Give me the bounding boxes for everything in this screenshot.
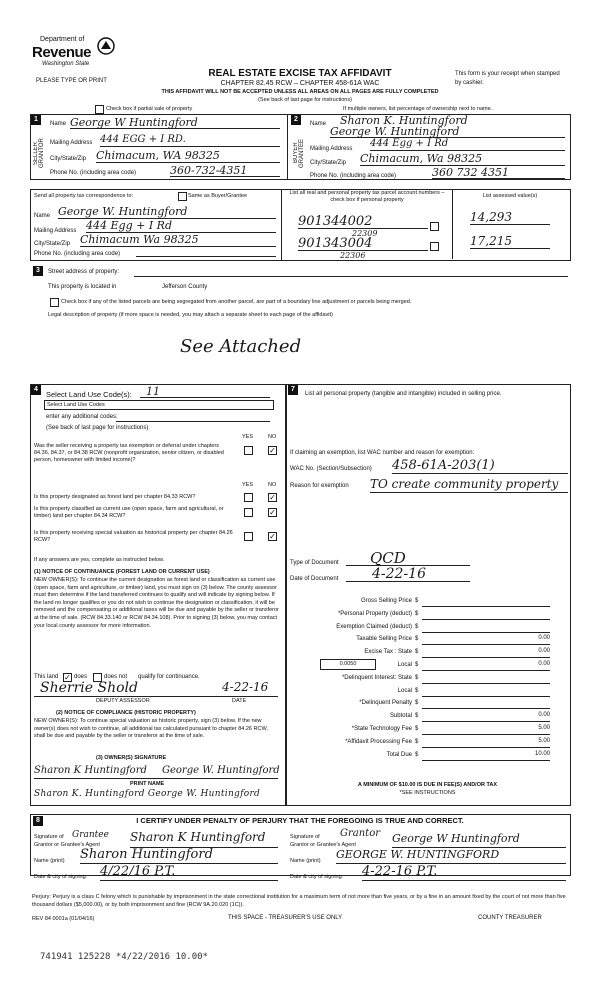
tax-line-value[interactable] [422,699,550,709]
see-instructions: *SEE INSTRUCTIONS [399,790,456,796]
deputy-assessor-label: DEPUTY ASSESSOR [96,698,150,704]
tax-line-dollar: $ [415,649,419,655]
corr-mailing-field[interactable]: 444 Egg + I Rd [86,219,276,233]
tax-line-dollar: $ [415,611,419,617]
personal-property-checkbox-2[interactable] [430,242,439,251]
partial-sale-label: Check box if partial sale of property [106,106,193,112]
sig-who-left: Grantee [72,830,109,840]
tax-line-value[interactable] [422,623,550,633]
tax-line-dollar: $ [415,636,419,642]
same-as-buyer-label: Same as Buyer/Grantee [188,193,248,199]
property-badge: 3 [33,266,43,276]
name-print-right[interactable]: GEORGE W. HUNTINGFORD [336,848,566,864]
date-city-label-right: Date & city of signing: [290,874,344,880]
tax-line-label: Taxable Selling Price [356,636,412,642]
exemption-yes-checkbox[interactable] [244,446,253,455]
tax-line-label: *Affidavit Processing Fee [345,739,412,745]
landuse-see-back: (See back of last page for instructions) [46,425,149,431]
current-use-yes-checkbox[interactable] [244,508,253,517]
name-print-left[interactable]: Sharon Huntingford [80,847,278,864]
parcel-number-1[interactable]: 901344002 [298,214,373,229]
tax-line-value[interactable]: 0.00 [422,635,550,645]
owner-signature-1[interactable]: Sharon K Huntingford [34,765,147,776]
local-rate-box[interactable]: 0.0050 [320,659,376,670]
buyer-city-label: City/State/Zip [310,160,347,166]
tax-line-value[interactable]: 0.00 [422,712,550,722]
legal-label: Legal description of property (if more space is needed, you may attach a separate sheet to each page of the affidavit) [48,312,333,318]
partial-sale-checkbox[interactable] [95,105,104,114]
tax-line-dollar: $ [415,700,419,706]
form-warning: THIS AFFIDAVIT WILL NOT BE ACCEPTED UNLESS ALL AREAS ON ALL PAGES ARE FULLY COMPLETED [161,89,439,95]
dept-name: Revenue [32,44,92,61]
tax-line-label: Local [397,662,412,668]
county-value[interactable]: Jefferson County [162,284,208,290]
seller-city-label: City/State/Zip [50,156,87,162]
wac-field[interactable]: 458-61A-203(1) [392,458,568,474]
segregated-label: Check box if any of the listed parcels are being segregated from another parcel, are part of a boundary line adjustment or parcels being merged. [61,299,412,305]
street-field[interactable] [134,276,568,277]
assessed-header: List assessed value(s) [482,193,538,199]
buyer-name2-field[interactable]: George W. Huntingford [330,125,565,138]
exemption-label: If claiming an exemption, list WAC number and reason for exemption: [290,450,475,456]
corr-mailing-label: Mailing Address [34,228,77,234]
corr-city-field[interactable]: Chimacum Wa 98325 [80,233,276,247]
tax-line-value[interactable]: 10.00 [422,751,550,761]
tax-line-dollar: $ [415,726,419,732]
parcel-header: List all real and personal property tax parcel account numbers – check box if personal property [289,190,445,203]
same-as-buyer-checkbox[interactable] [178,192,187,201]
date-city-left[interactable]: 4/22/16 P.T. [100,864,278,881]
seller-phone-field[interactable]: 360-732-4351 [170,164,280,177]
tax-line-dollar: $ [415,713,419,719]
tax-line-label: Exemption Claimed (deduct) [336,624,412,630]
corr-name-label: Name [34,213,51,219]
forest-question: Is this property designated as forest land per chapter 84.33 RCW? [34,494,196,500]
corr-phone-field[interactable] [136,248,276,257]
tax-line-label: Total Due [386,752,412,758]
buyer-side-label: BUYER GRANTEE [293,138,305,168]
date-city-label-left: Date & city of signing: [34,874,88,880]
parcel-number-2[interactable]: 901343004 [298,236,373,251]
yes-header-1: YES [242,434,254,440]
personal-property-checkbox-1[interactable] [430,222,439,231]
seller-mailing-label: Mailing Address [50,140,93,146]
owner-signature-2[interactable]: George W. Huntingford [162,765,280,776]
buyer-name-label: Name [310,121,327,127]
tax-line-dollar: $ [415,675,419,681]
notice2-text: NEW OWNER(S): To continue special valuation as historic property, sign (3) below. If the new owner(s) does not wish to continue, all additional tax calculated pursuant to chapter 84.26 RCW, shall be due and payable by the seller or transferor at the time of sale. [34,718,268,740]
parcel-sub-2: 22306 [340,251,366,260]
tax-line-label: Subtotal [389,713,412,719]
perjury-notice: Perjury: Perjury is a class C felony which is punishable by imprisonment in the state correctional institution for a maximum term of not more than five years, or by a fine in an amount fixed by the court of not more than five thousand dollars ($5,000.00), or by both imprisonment and fine (RCW 9A.20.020 (1C)). [32,894,566,908]
signature-left[interactable]: Sharon K Huntingford [130,830,278,848]
agent-label-right: Grantor or Grantee's Agent [290,842,356,848]
seller-badge: 1 [31,115,41,125]
signature-right[interactable]: George W Huntingford [392,832,566,848]
date-city-right[interactable]: 4-22-16 P.T. [362,864,566,881]
sig-label-left: Signature of [34,834,64,840]
tax-line-value[interactable]: 5.00 [422,738,550,748]
owner-sig-title: (3) OWNER(S) SIGNATURE [96,755,167,761]
personal-property-badge: 7 [288,385,298,395]
personal-property-label: List all personal property (tangible and intangible) included in selling price. [305,391,502,397]
tax-line-dollar: $ [415,739,419,745]
seller-city-field[interactable]: Chimacum, WA 98325 [96,149,280,163]
tax-line-label: *State Technology Fee [351,726,412,732]
treasurer-only-label: THIS SPACE - TREASURER'S USE ONLY [228,915,343,921]
buyer-mailing-field[interactable]: 444 Egg + I Rd [370,138,565,151]
tax-line-dollar: $ [415,598,419,604]
notice1-text: NEW OWNER(S): To continue the current designation as forest land or classification as current use (open space, farm and agriculture, or timber) land, you must sign on (3) below. The county assessor must then determine if the land transferred continues to qualify and will indicate by signing below. If the land no longer qualifies or you do not wish to continue the designation or classification, it will be removed and the compensating or additional taxes will be due and payable by the seller or transferor at the time of sale. (RCW 84.33.140 or RCW 84.34.108). Prior to signing (3) below, you may contact your local county assessor for more information. [34,577,279,629]
landuse-code-line [140,397,270,398]
tax-line-dollar: $ [415,624,419,630]
receipt-note: This form is your receipt when stamped by cashier. [455,71,560,86]
assessor-date-label: DATE [232,698,247,704]
seal-icon [96,36,116,56]
buyer-mailing-label: Mailing Address [310,146,353,152]
seller-side-label: SELLER GRANTOR [33,138,45,168]
type-print-note: PLEASE TYPE OR PRINT [36,78,107,84]
additional-codes-field[interactable] [116,421,270,422]
form-title: REAL ESTATE EXCISE TAX AFFIDAVIT [208,68,392,79]
buyer-phone-field[interactable]: 360 732 4351 [432,166,565,179]
assessor-line [34,696,278,697]
multiple-owners-note: If multiple owners, list percentage of ownership next to name. [343,106,493,112]
legal-description[interactable]: See Attached [180,336,302,357]
wac-label: WAC No. (Section/Subsection) [290,466,372,472]
no-header-1: NO [268,434,277,440]
tax-line-dollar: $ [415,662,419,668]
tax-line-label: *Delinquent Penalty [359,700,412,706]
tax-line-label: Gross Selling Price [360,598,412,604]
revision-number: REV 84 0001a (01/04/16) [32,916,95,922]
dor-logo [30,36,120,72]
assessor-date[interactable]: 4-22-16 [222,680,269,694]
tax-line-value[interactable] [422,687,550,697]
landuse-badge: 4 [31,385,41,395]
historic-yes-checkbox[interactable] [244,532,253,541]
notice1-title: (1) NOTICE OF CONTINUANCE (FOREST LAND OR CURRENT USE) [34,569,210,575]
does-not-label: does not [104,674,128,680]
dept-prefix: Department of [40,36,85,43]
tax-line-label: *Delinquent Interest: State [341,675,412,681]
parcel-sub-1: 22309 [352,229,378,238]
buyer-city-field[interactable]: Chimacum, Wa 98325 [360,152,565,166]
certify-text: I CERTIFY UNDER PENALTY OF PERJURY THAT THE FOREGOING IS TRUE AND CORRECT. [136,816,464,825]
form-chapters: CHAPTER 82.45 RCW – CHAPTER 458-61A WAC [220,80,380,87]
historic-no-checkbox[interactable]: ✓ [269,532,276,541]
correspondence-label: Send all property tax correspondence to: [34,193,134,199]
seller-name-label: Name [50,121,67,127]
no-header-2: NO [268,482,277,488]
forest-yes-checkbox[interactable] [244,493,253,502]
segregated-checkbox[interactable] [50,298,59,307]
name-print-label-right: Name (print) [290,858,321,864]
tax-line-value[interactable]: 0.00 [422,648,550,658]
exemption-question: Was the seller receiving a property tax exemption or deferral under chapters 84.36, 84.37, or 84.38 RCW (nonprofit organization, senior citizen, or disabled person, homeowner with limited income)? [34,443,224,463]
minimum-note: A MINIMUM OF $10.00 IS DUE IN FEE(S) AND/OR TAX [357,782,498,788]
corr-city-label: City/State/Zip [34,241,71,247]
assessed-divider [452,189,453,259]
agent-label-left: Grantor or Grantee's Agent [34,842,100,848]
buyer-phone-label: Phone No. (including area code) [310,173,397,179]
qualify-label: qualify for continuance. [138,674,200,680]
print-name-value[interactable]: Sharon K. Huntingford George W. Huntingford [34,789,261,799]
tax-line-value[interactable]: 0.00 [422,661,550,671]
current-use-no-checkbox[interactable]: ✓ [269,508,276,517]
doc-type-field[interactable]: QCD [346,549,470,566]
buyer-name-field[interactable]: Sharon K. Huntingford [340,114,468,127]
additional-codes-label: enter any additional codes: [46,414,118,420]
tax-line-dollar: $ [415,688,419,694]
seller-name-field[interactable]: George W Huntingford [70,116,280,129]
current-use-question: Is this property classified as current use (open space, farm and agricultural, or timber) land per chapter 84.34 RCW? [34,506,224,519]
if-yes-note: If any answers are yes, complete as instructed below. [34,557,165,563]
corr-name-field[interactable]: George W. Huntingford [58,205,276,219]
does-checkbox[interactable]: ✓ [64,673,71,682]
located-label: This property is located in [48,284,117,290]
sig-label-right: Signature of [290,834,320,840]
tax-line-value[interactable] [422,610,550,620]
landuse-dropdown[interactable]: Select Land Use Codes [44,400,274,410]
name-print-label-left: Name (print) [34,858,65,864]
corr-phone-label: Phone No. (including area code) [34,251,121,257]
doc-date-label: Date of Document [290,576,339,582]
county-treasurer-label: COUNTY TREASURER [478,915,542,921]
doc-date-field[interactable]: 4-22-16 [346,566,470,582]
cashier-stamp: 741941 125228 *4/22/2016 10.00* [40,952,208,962]
seller-mailing-field[interactable]: 444 EGG + I RD. [100,134,280,147]
exemption-no-checkbox[interactable]: ✓ [269,446,276,455]
owner-sig-line [34,778,278,779]
seller-phone-label: Phone No. (including area code) [50,170,137,176]
forest-no-checkbox[interactable]: ✓ [269,493,276,502]
assessor-signature[interactable]: Sherrie Shold [40,680,138,696]
buyer-badge: 2 [291,115,301,125]
landuse-code-value[interactable]: 11 [146,385,160,398]
select-landuse-label: Select Land Use Code(s): [46,390,132,399]
assessed-value-2[interactable]: 17,215 [470,234,550,249]
see-back-note: (See back of last page for instructions) [258,97,352,103]
exemption-reason-field[interactable]: TO create community property [370,476,568,493]
tax-line-dollar: $ [415,752,419,758]
tax-line-value[interactable] [422,597,550,607]
historic-question: Is this property receiving special valuation as historical property per chapter 84.26 RCW? [34,530,233,543]
dept-state: Washington State [42,61,90,67]
doc-type-label: Type of Document [290,560,339,566]
certify-badge: 8 [33,816,43,826]
tax-line-label: Local [397,688,412,694]
tax-line-label: Excise Tax : State [364,649,412,655]
does-label: does [74,674,88,680]
notice2-title: (2) NOTICE OF COMPLIANCE (HISTORIC PROPERTY) [56,710,196,716]
street-label: Street address of property: [48,269,120,275]
tax-line-value[interactable]: 5.00 [422,725,550,735]
assessed-value-1[interactable]: 14,293 [470,210,550,225]
tax-line-label: *Personal Property (deduct) [337,611,412,617]
yes-header-2: YES [242,482,254,488]
tax-line-value[interactable] [422,674,550,684]
exemption-reason-label: Reason for exemption [290,483,349,489]
this-land-label: This land [34,674,59,680]
print-name-label: PRINT NAME [130,781,165,787]
sig-who-right: Grantor [340,828,380,839]
